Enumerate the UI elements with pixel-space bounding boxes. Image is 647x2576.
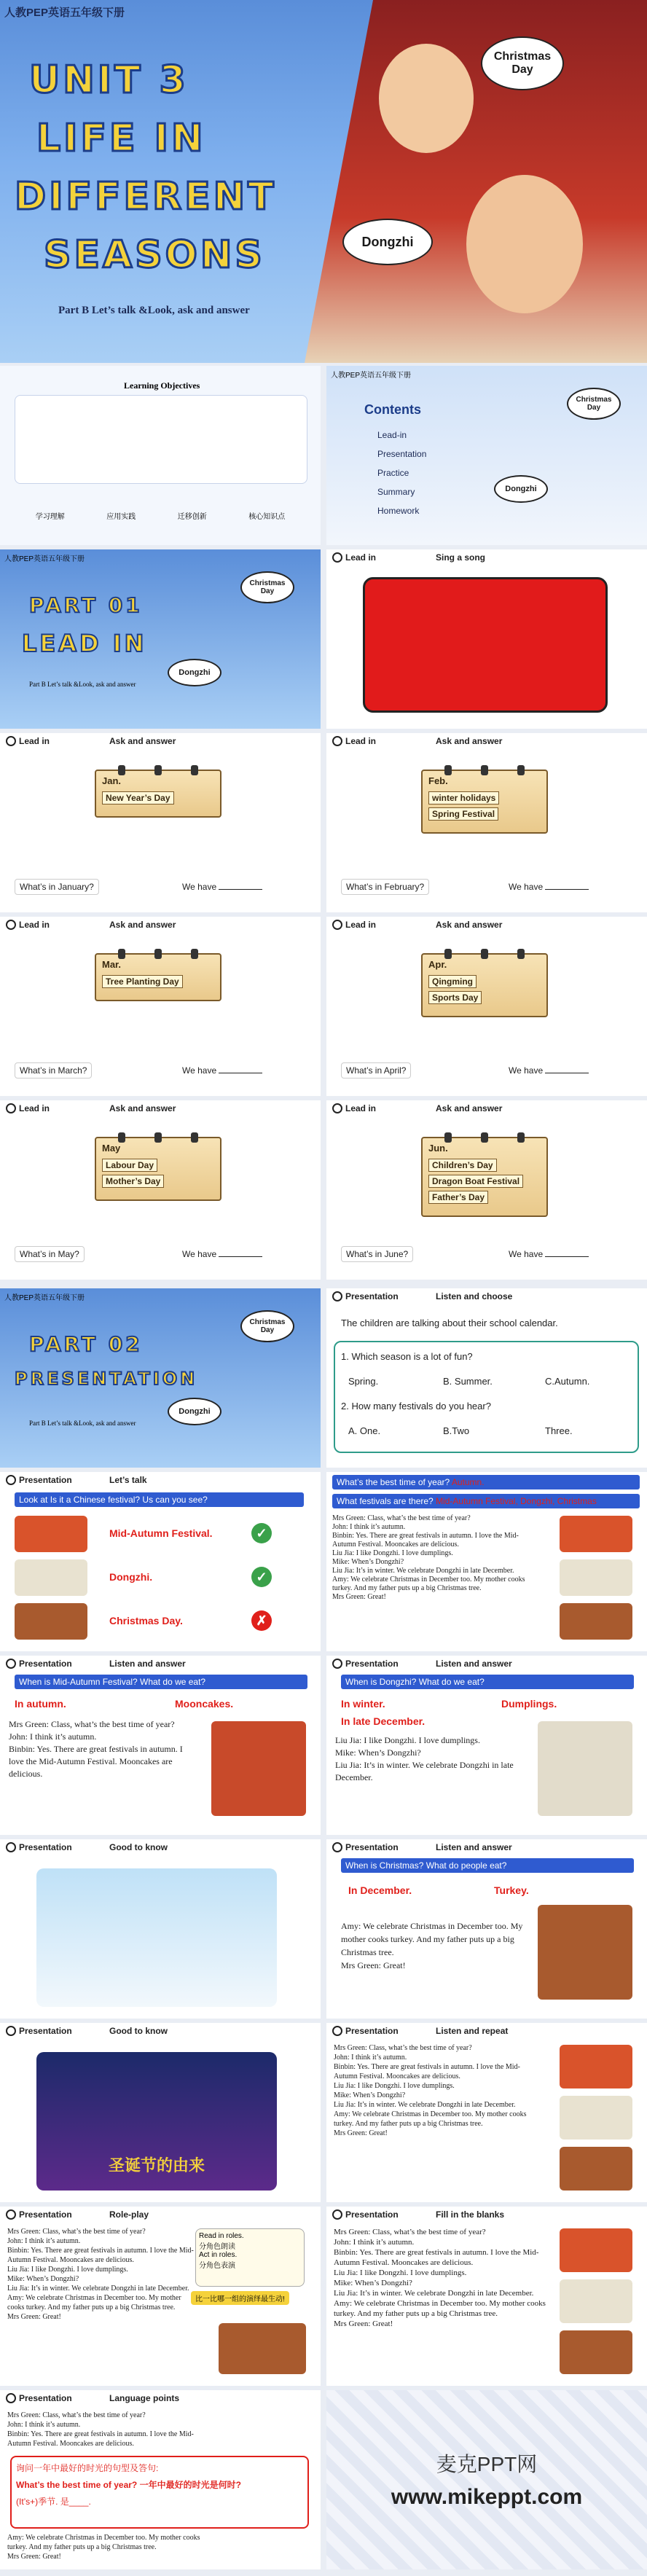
turkey-image (560, 2330, 632, 2374)
calendar-card (421, 770, 548, 834)
slide-sub: Let’s talk (109, 1475, 147, 1485)
option-1a[interactable]: Spring. (348, 1376, 379, 1387)
contents-publisher: 人教PEP英语五年级下册 (331, 372, 412, 380)
calendar-event: Tree Planting Day (102, 975, 183, 988)
slide-sub: Ask and answer (109, 920, 176, 930)
boy-illustration (379, 44, 474, 153)
answer-text: Autumn. (451, 1477, 485, 1487)
part1-christmas-bubble: Christmas Day (240, 571, 294, 603)
choose-lead: The children are talking about their school calendar. (341, 1318, 558, 1328)
part1-name: LEAD IN (22, 630, 147, 657)
magnifier-icon (6, 1475, 16, 1485)
slide-tag: Presentation (19, 2026, 72, 2036)
dumplings-image (560, 2096, 632, 2140)
magnifier-icon (6, 1659, 16, 1669)
answer-1: In winter. (341, 1698, 385, 1710)
note-line: Act in roles. (199, 2251, 238, 2259)
role-play-slide[interactable] (0, 2207, 321, 2386)
talk-bar: Look at Is it a Chinese festival? Us can you see? (15, 1492, 304, 1507)
good-to-know-2-slide[interactable] (0, 2023, 321, 2202)
contents-item-5[interactable]: Homework (377, 506, 420, 516)
answer-bar-1 (332, 1475, 640, 1489)
dongzhi-video[interactable] (36, 1868, 277, 2007)
answer-box[interactable] (182, 882, 262, 892)
objective-3: 迁移创新 (177, 513, 207, 521)
contents-item-2[interactable]: Presentation (377, 449, 427, 459)
boy-eating-illustration (466, 175, 583, 313)
dialogue-block: Mrs Green: Class, what’s the best time of year? John: I think it’s autumn. Binbin: Yes. There are great festivals in autumn. I love the Mid-Autumn Festival. Mooncakes are delicious. Liu Jia: I like Dongzhi. I love dumplings. Mike: When’s Dongzhi? Liu Jia: It’s in winter. We celebrate Dongzhi in late December. Amy: We celebrate Christmas in December too. My mother cooks turkey. And my father puts up a big Christmas tree. Mrs Green: Great! (334, 2228, 546, 2328)
turkey-image (538, 1905, 632, 2000)
listen-choose-slide[interactable] (326, 1288, 647, 1468)
festival-3: Christmas Day. (109, 1615, 183, 1626)
magnifier-icon (6, 2209, 16, 2220)
magnifier-icon (6, 736, 16, 746)
dialogue-excerpt: Amy: We celebrate Christmas in December too. My mother cooks turkey. And my father puts up a big Christmas tree. Mrs Green: Great! (341, 1921, 523, 1970)
answer-2: Turkey. (494, 1884, 529, 1896)
magnifier-icon (6, 2393, 16, 2403)
magnifier-icon (6, 1842, 16, 1852)
answer-prefix: We have (182, 882, 217, 892)
magnifier-icon (332, 920, 342, 930)
slide-tag: Presentation (345, 1842, 399, 1852)
answer-text: Mid-Autumn Festival, Dongzhi, Christmas (436, 1496, 597, 1506)
contents-dongzhi-bubble: Dongzhi (494, 475, 548, 503)
calendar-event: winter holidays (428, 791, 499, 804)
part2-slide[interactable] (0, 1288, 321, 1468)
video-caption: 圣诞节的由来 (108, 2156, 205, 2174)
cover-subtitle: Part B Let’s talk &Look, ask and answer (58, 305, 250, 316)
magnifier-icon (332, 1842, 342, 1852)
question-2: 2. How many festivals do you hear? (341, 1401, 491, 1412)
cover-slide[interactable] (0, 0, 647, 363)
part1-label: PART 01 (29, 593, 143, 617)
slide-sub: Language points (109, 2393, 179, 2403)
answer-blank[interactable] (545, 889, 589, 890)
slide-tag: Presentation (19, 2393, 72, 2403)
language-en: What’s the best time of year? 一年中最好的时光是何时? (16, 2480, 241, 2490)
slide-sub: Ask and answer (436, 1103, 503, 1113)
part1-dongzhi-bubble: Dongzhi (168, 659, 221, 686)
language-box (10, 2456, 309, 2529)
question-box: What’s in March? (15, 1062, 92, 1078)
answer-prefix: We have (509, 882, 544, 892)
answer-1: In autumn. (15, 1698, 66, 1710)
slide-sub: Listen and repeat (436, 2026, 509, 2036)
slide-sub: Good to know (109, 2026, 168, 2036)
slide-sub: Listen and choose (436, 1291, 513, 1301)
calendar-event: New Year’s Day (102, 791, 174, 804)
mooncake-image (15, 1516, 87, 1552)
objective-4: 核心知识点 (248, 513, 286, 521)
listen-repeat-slide[interactable] (326, 2023, 647, 2202)
magnifier-icon (332, 1659, 342, 1669)
dialogue-excerpt: Liu Jia: I like Dongzhi. I love dumplings. Mike: When’s Dongzhi? Liu Jia: It’s in winter. We celebrate Dongzhi in late December. (335, 1735, 514, 1782)
magnifier-icon (6, 2026, 16, 2036)
slide-sub: Good to know (109, 1842, 168, 1852)
calendar-event: Children’s Day (428, 1159, 497, 1172)
answer-box[interactable] (509, 1249, 589, 1259)
answer-blank[interactable] (545, 1256, 589, 1257)
question-box: What’s in January? (15, 879, 99, 895)
answer-box[interactable] (509, 1065, 589, 1076)
good-to-know-slide[interactable] (0, 1839, 321, 2019)
slide-tag: Presentation (19, 1842, 72, 1852)
contents-christmas-bubble: Christmas Day (567, 388, 621, 420)
answer-3: In late December. (341, 1715, 426, 1727)
objectives-box (15, 395, 307, 484)
dialogue-tail: Amy: We celebrate Christmas in December too. My mother cooks turkey. And my father puts up a big Christmas tree. Mrs Green: Great! (7, 2534, 200, 2561)
note-line: 分角色朗读 (199, 2243, 235, 2251)
part2-label: PART 02 (29, 1332, 143, 1356)
month-slide[interactable] (0, 1100, 321, 1280)
slide-tag: Lead in (345, 1103, 377, 1113)
option-2a[interactable]: A. One. (348, 1425, 381, 1436)
calendar-card (95, 770, 221, 818)
slide-tag: Presentation (345, 2026, 399, 2036)
calendar-event: Spring Festival (428, 807, 498, 821)
answer-prefix: We have (182, 1065, 217, 1076)
midautumn-slide[interactable] (0, 1656, 321, 1835)
slide-sub: Role-play (109, 2209, 149, 2220)
answer-blank[interactable] (219, 1256, 262, 1257)
slide-tag: Presentation (19, 1475, 72, 1485)
dialogue-block: Mrs Green: Class, what’s the best time of year? John: I think it’s autumn. Binbin: Yes. There are great festivals in autumn. I love the Mid-Autumn Festival. Mooncakes are delicious. (7, 2411, 194, 2448)
calendar-card (95, 953, 221, 1001)
contents-item-4[interactable]: Summary (377, 487, 415, 497)
slide-tag: Presentation (345, 1659, 399, 1669)
objectives-title: Learning Objectives (124, 380, 200, 391)
language-answer: (It’s+)季节. 是____. (16, 2497, 91, 2507)
cross-icon: ✗ (251, 1610, 272, 1631)
roleplay-note (195, 2228, 305, 2287)
magnifier-icon (6, 920, 16, 930)
calendar-event: Labour Day (102, 1159, 157, 1172)
slide-tag: Presentation (345, 1291, 399, 1301)
part2-publisher: 人教PEP英语五年级下册 (4, 1294, 85, 1302)
magnifier-icon (332, 2026, 342, 2036)
note-line: Read in roles. (199, 2232, 244, 2240)
dumplings-image (538, 1721, 632, 1816)
unit-title: UNIT 3 (29, 58, 189, 102)
answer-1: In December. (348, 1884, 412, 1896)
slide-sub: Ask and answer (109, 736, 176, 746)
dumplings-image (560, 1559, 632, 1596)
answer-prefix: We have (509, 1065, 544, 1076)
question-1: 1. Which season is a lot of fun? (341, 1351, 473, 1362)
publisher-label: 人教PEP英语五年级下册 (4, 7, 125, 19)
calendar-card (95, 1137, 221, 1201)
slide-tag: Lead in (345, 736, 377, 746)
christmas-bubble: Christmas Day (481, 36, 564, 90)
magnifier-icon (332, 1291, 342, 1301)
objective-1: 学习理解 (35, 513, 65, 521)
slide-tag: Presentation (19, 1659, 72, 1669)
festival-1: Mid-Autumn Festival. (109, 1527, 213, 1539)
song-video-player[interactable] (363, 577, 608, 713)
turkey-image (560, 2147, 632, 2191)
month-slide[interactable] (326, 917, 647, 1096)
language-points-slide[interactable] (0, 2390, 321, 2569)
sing-slide[interactable] (326, 549, 647, 729)
contents-item-1[interactable]: Lead-in (377, 430, 407, 440)
christmas-slide[interactable] (326, 1839, 647, 2019)
watermark-cn: 麦克PPT网 (436, 2453, 538, 2475)
dialogue-excerpt: Mrs Green: Class, what’s the best time of year? John: I think it’s autumn. Binbin: Yes. There are great festivals in autumn. I love the Mid-Autumn Festival. Mooncakes are delicious. (9, 1719, 183, 1779)
objective-2: 应用实践 (106, 513, 136, 521)
fill-blanks-slide[interactable] (326, 2207, 647, 2386)
slide-sub: Fill in the blanks (436, 2209, 505, 2220)
calendar-event: Dragon Boat Festival (428, 1175, 523, 1188)
dongzhi-slide[interactable] (326, 1656, 647, 1835)
part2-dongzhi-bubble: Dongzhi (168, 1398, 221, 1425)
dongzhi-bubble: Dongzhi (342, 219, 433, 265)
mooncake-image (560, 2045, 632, 2088)
calendar-event: Qingming (428, 975, 477, 988)
question-bar: When is Mid-Autumn Festival? What do we eat? (15, 1675, 307, 1689)
answer-box[interactable] (182, 1065, 262, 1076)
calendar-event: Father’s Day (428, 1191, 488, 1204)
magnifier-icon (332, 736, 342, 746)
listen-answer-slide[interactable] (326, 1472, 647, 1651)
check-icon: ✓ (251, 1567, 272, 1587)
contents-title: Contents (364, 402, 421, 417)
month-slide[interactable] (326, 733, 647, 912)
note-line: 分角色表演 (199, 2262, 235, 2270)
lets-talk-slide[interactable] (0, 1472, 321, 1651)
question-text: What festivals are there? (337, 1496, 434, 1506)
question-text: What’s the best time of year? (337, 1477, 450, 1487)
part2-christmas-bubble: Christmas Day (240, 1310, 294, 1342)
roleplay-challenge: 比一比哪一组的演绎最生动! (191, 2291, 289, 2305)
month-slide[interactable] (0, 733, 321, 912)
calendar-month: Mar. (102, 959, 122, 970)
answer-prefix: We have (509, 1249, 544, 1259)
answer-box[interactable] (182, 1249, 262, 1259)
part1-sub: Part B Let’s talk &Look, ask and answer (29, 681, 136, 688)
festival-2: Dongzhi. (109, 1571, 153, 1583)
slide-tag: Lead in (19, 920, 50, 930)
answer-2: Mooncakes. (175, 1698, 234, 1710)
answer-box[interactable] (509, 882, 589, 892)
slide-sub: Listen and answer (436, 1842, 512, 1852)
part2-name: PRESENTATION (15, 1369, 198, 1389)
magnifier-icon (332, 2209, 342, 2220)
slide-tag: Lead in (345, 552, 377, 563)
slide-tag: Presentation (19, 2209, 72, 2220)
christmas-video[interactable] (36, 2052, 277, 2191)
answer-bar-2 (332, 1494, 640, 1508)
question-box: What’s in April? (341, 1062, 411, 1078)
slide-tag: Lead in (345, 920, 377, 930)
slide-sub: Ask and answer (109, 1103, 176, 1113)
month-slide[interactable] (0, 917, 321, 1096)
watermark-panel (326, 2390, 647, 2569)
dumplings-image (560, 2279, 632, 2323)
contents-item-3[interactable]: Practice (377, 468, 409, 478)
turkey-image (560, 1603, 632, 1640)
part2-sub: Part B Let’s talk &Look, ask and answer (29, 1420, 136, 1427)
question-bar: When is Christmas? What do people eat? (341, 1858, 634, 1873)
calendar-month: May (102, 1143, 121, 1154)
calendar-month: Apr. (428, 959, 447, 970)
slide-tag: Lead in (19, 736, 50, 746)
watermark-url: www.mikeppt.com (391, 2485, 583, 2509)
slide-sub: Listen and answer (436, 1659, 512, 1669)
part1-publisher: 人教PEP英语五年级下册 (4, 555, 85, 563)
slide-sub: Listen and answer (109, 1659, 186, 1669)
mooncake-image (560, 2228, 632, 2272)
calendar-card (421, 1137, 548, 1217)
turkey-image (219, 2323, 306, 2374)
slide-tag: Lead in (19, 1103, 50, 1113)
turkey-image (15, 1603, 87, 1640)
slide-sub: Ask and answer (436, 736, 503, 746)
slide-sub: Ask and answer (436, 920, 503, 930)
option-1b[interactable]: B. Summer. (443, 1376, 493, 1387)
calendar-event: Sports Day (428, 991, 482, 1004)
language-cn: 询问一年中最好的时光的句型及答句: (16, 2463, 159, 2473)
question-box: What’s in February? (341, 879, 429, 895)
question-bar: When is Dongzhi? What do we eat? (341, 1675, 634, 1689)
dialogue-block: Mrs Green: Class, what’s the best time of year? John: I think it’s autumn. Binbin: Yes. There are great festivals in autumn. I love the Mid-Autumn Festival. Mooncakes are delicious. Liu Jia: I like Dongzhi. I love dumplings. Mike: When’s Dongzhi? Liu Jia: It’s in winter. We celebrate Dongzhi in late December. Amy: We celebrate Christmas in December too. My mother cooks turkey. And my father puts up a big Christmas tree. Mrs Green: Great! (332, 1514, 525, 1601)
title-line-3: DIFFERENT (15, 175, 277, 219)
slide-tag: Presentation (345, 2209, 399, 2220)
question-box: What’s in May? (15, 1246, 85, 1262)
dialogue-block: Mrs Green: Class, what’s the best time of year? John: I think it’s autumn. Binbin: Yes. There are great festivals in autumn. I love the Mid-Autumn Festival. Mooncakes are delicious. Liu Jia: I like Dongzhi. I love dumplings. Mike: When’s Dongzhi? Liu Jia: It’s in winter. We celebrate Dongzhi in late December. Amy: We celebrate Christmas in December too. My mother cooks turkey. And my father puts up a big Christmas tree. Mrs Green: Great! (334, 2044, 527, 2137)
question-box: What’s in June? (341, 1246, 413, 1262)
contents-slide[interactable] (326, 366, 647, 545)
title-line-2: LIFE IN (36, 117, 206, 160)
slide-sub: Sing a song (436, 552, 486, 563)
answer-2: Dumplings. (501, 1698, 557, 1710)
calendar-month: Feb. (428, 775, 448, 786)
mooncake-image (211, 1721, 306, 1816)
calendar-month: Jun. (428, 1143, 448, 1154)
month-slide[interactable] (326, 1100, 647, 1280)
dialogue-block: Mrs Green: Class, what’s the best time of year? John: I think it’s autumn. Binbin: Yes. There are great festivals in autumn. I love the Mid-Autumn Festival. Mooncakes are delicious. Liu Jia: I like Dongzhi. I love dumplings. Mike: When’s Dongzhi? Liu Jia: It’s in winter. We celebrate Dongzhi in late December. Amy: We celebrate Christmas in December too. My mother cooks turkey. And my father puts up a big Christmas tree. Mrs Green: Great! (7, 2228, 194, 2321)
objectives-slide[interactable] (0, 366, 321, 545)
option-2b[interactable]: B.Two (443, 1425, 470, 1436)
mooncake-image (560, 1516, 632, 1552)
answer-blank[interactable] (219, 889, 262, 890)
calendar-month: Jan. (102, 775, 122, 786)
magnifier-icon (6, 1103, 16, 1113)
cover-illustration (305, 0, 647, 363)
option-2c[interactable]: Three. (545, 1425, 573, 1436)
magnifier-icon (332, 552, 342, 563)
answer-prefix: We have (182, 1249, 217, 1259)
title-line-4: SEASONS (44, 233, 265, 277)
calendar-event: Mother’s Day (102, 1175, 164, 1188)
option-1c[interactable]: C.Autumn. (545, 1376, 590, 1387)
dumplings-image (15, 1559, 87, 1596)
part1-slide[interactable] (0, 549, 321, 729)
magnifier-icon (332, 1103, 342, 1113)
check-icon: ✓ (251, 1523, 272, 1543)
calendar-card (421, 953, 548, 1017)
